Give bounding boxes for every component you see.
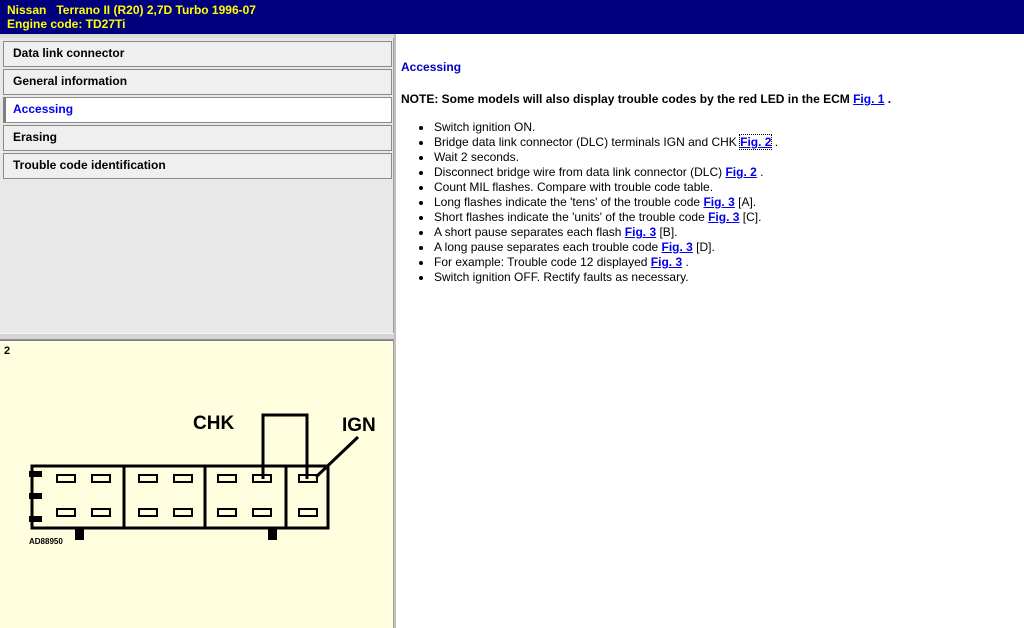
title-bar <box>0 0 1024 34</box>
fig-3-link[interactable]: Fig. 3 <box>650 255 683 269</box>
content-pane <box>401 34 1016 628</box>
fig-3-link[interactable]: Fig. 3 <box>703 195 735 209</box>
fig-1-link[interactable]: Fig. 1 <box>853 92 885 106</box>
list-item: For example: Trouble code 12 displayed Fig. 3 . <box>415 255 778 270</box>
nav-item-erasing[interactable]: Erasing <box>3 125 392 151</box>
list-item: Disconnect bridge wire from data link connector (DLC) Fig. 2 . <box>415 165 778 180</box>
list-item: Bridge data link connector (DLC) terminals IGN and CHK Fig. 2 . <box>415 135 778 150</box>
figure-number: 2 <box>4 345 11 357</box>
list-item: Long flashes indicate the 'tens' of the trouble code Fig. 3 [A]. <box>415 195 778 210</box>
list-item: Wait 2 seconds. <box>415 150 778 165</box>
engine-code: Engine code: TD27Ti <box>7 17 126 31</box>
list-item: A short pause separates each flash Fig. 3 [B]. <box>415 225 778 240</box>
list-item: Switch ignition OFF. Rectify faults as necessary. <box>415 270 778 285</box>
figure-ref-code: AD88950 <box>29 537 63 546</box>
nav-item-general-information[interactable]: General information <box>3 69 392 95</box>
steps-list <box>415 120 778 285</box>
dlc-connector-diagram <box>0 341 392 627</box>
list-item: Switch ignition ON. <box>415 120 778 135</box>
figure-pane <box>0 340 394 628</box>
fig-3-link[interactable]: Fig. 3 <box>661 240 693 254</box>
list-item: Short flashes indicate the 'units' of the trouble code Fig. 3 [C]. <box>415 210 778 225</box>
fig-3-link[interactable]: Fig. 3 <box>624 225 657 239</box>
nav-top-splitter <box>0 34 394 38</box>
ign-label: IGN <box>342 415 376 436</box>
nav-item-trouble-code-identification[interactable]: Trouble code identification <box>3 153 392 179</box>
section-heading: Accessing <box>401 60 462 74</box>
list-item: A long pause separates each trouble code Fig. 3 [D]. <box>415 240 778 255</box>
fig-3-link[interactable]: Fig. 3 <box>708 210 740 224</box>
vehicle-title: Nissan Terrano II (R20) 2,7D Turbo 1996-07 <box>7 3 256 17</box>
fig-2-link[interactable]: Fig. 2 <box>725 165 757 179</box>
fig-2-link[interactable]: Fig. 2 <box>740 135 772 149</box>
list-item: Count MIL flashes. Compare with trouble code table. <box>415 180 778 195</box>
pane-splitter-vertical[interactable] <box>394 34 396 628</box>
pane-splitter-horizontal[interactable] <box>0 333 394 340</box>
nav-item-accessing[interactable]: Accessing <box>3 97 392 123</box>
chk-label: CHK <box>193 413 235 434</box>
nav-item-data-link-connector[interactable]: Data link connector <box>3 41 392 67</box>
note-text: NOTE: Some models will also display trouble codes by the red LED in the ECM Fig. 1 . <box>401 92 892 106</box>
